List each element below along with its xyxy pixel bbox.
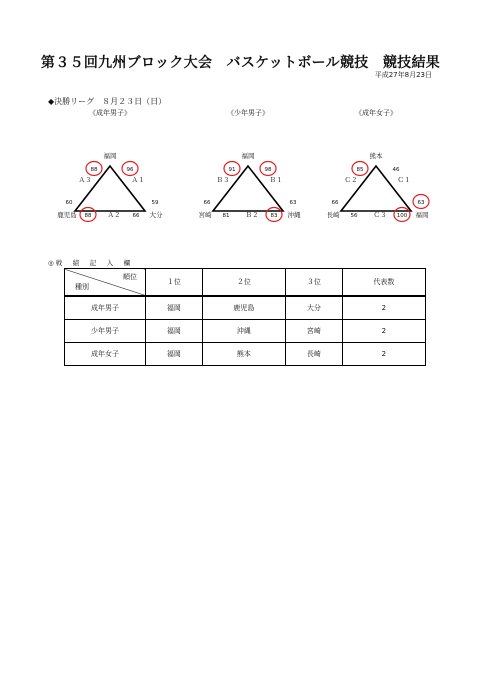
top-right-score: 46 — [392, 167, 400, 173]
second-place-cell: 沖縄 — [202, 320, 285, 343]
second-place-cell: 熊本 — [202, 343, 285, 366]
left-top-score: 66 — [203, 200, 211, 206]
bracket-diagram — [178, 108, 318, 228]
third-place-cell: 宮崎 — [285, 320, 342, 343]
left-bottom-score: 88 — [84, 213, 92, 219]
right-bottom-score: 100 — [396, 213, 408, 219]
diagonal-header-cell — [65, 269, 146, 297]
left-team: 宮崎 — [198, 211, 212, 219]
rank-header: 順位 — [123, 273, 137, 281]
left-bottom-score: 56 — [350, 213, 358, 219]
quota-cell: 2 — [342, 343, 425, 366]
right-top-score: 63 — [289, 200, 297, 206]
top-team: 熊本 — [369, 152, 383, 160]
first-place-cell: 福岡 — [146, 296, 203, 320]
bracket-panel — [306, 108, 446, 228]
col-header-first: １位 — [146, 269, 203, 297]
third-place-cell: 大分 — [285, 296, 342, 320]
document-date: 平成27年8月23日 — [374, 71, 432, 79]
bracket-triangle — [213, 166, 283, 211]
left-team: 長崎 — [326, 211, 340, 219]
top-team: 福岡 — [241, 152, 255, 160]
second-place-cell: 鹿児島 — [202, 296, 285, 320]
right-edge-label: Ａ１ — [131, 176, 145, 184]
left-edge-label: Ａ３ — [78, 176, 92, 184]
category-cell: 少年男子 — [65, 320, 146, 343]
left-edge-label: Ｃ２ — [344, 176, 358, 184]
left-top-score: 66 — [331, 200, 339, 206]
right-bottom-score: 83 — [270, 213, 278, 219]
first-place-cell: 福岡 — [146, 343, 203, 366]
results-table — [64, 268, 426, 366]
right-top-score: 59 — [151, 200, 159, 206]
right-top-score: 63 — [417, 200, 425, 206]
left-top-score: 60 — [65, 200, 73, 206]
results-header-row — [65, 269, 426, 297]
top-team: 福岡 — [103, 152, 117, 160]
left-bottom-score: 81 — [222, 213, 230, 219]
bracket-diagram — [306, 108, 446, 228]
category-cell: 成年男子 — [65, 296, 146, 320]
right-team: 福岡 — [415, 211, 429, 219]
table-row — [65, 296, 426, 320]
category-cell: 成年女子 — [65, 343, 146, 366]
bracket-triangle — [341, 166, 411, 211]
category-header: 種別 — [75, 283, 89, 291]
top-left-score: 91 — [228, 167, 236, 173]
col-header-third: ３位 — [285, 269, 342, 297]
table-row — [65, 320, 426, 343]
bracket-panel — [178, 108, 318, 228]
record-section-label: ◎戦 績 記 入 欄 — [48, 259, 133, 267]
top-right-score: 98 — [264, 167, 272, 173]
first-place-cell: 福岡 — [146, 320, 203, 343]
third-place-cell: 長崎 — [285, 343, 342, 366]
bottom-edge-label: Ａ２ — [107, 211, 121, 219]
bracket-diagram — [40, 108, 180, 228]
left-edge-label: Ｂ３ — [216, 176, 230, 184]
right-edge-label: Ｂ１ — [269, 176, 283, 184]
right-team: 大分 — [149, 211, 163, 219]
right-team: 沖縄 — [287, 211, 301, 219]
document-title: 第３５回九州ブロック大会 バスケットボール競技 競技結果 — [40, 55, 441, 71]
top-left-score: 88 — [90, 167, 98, 173]
bracket-title: 《少年男子》 — [227, 109, 269, 117]
bracket-panel — [40, 108, 180, 228]
top-right-score: 96 — [126, 167, 134, 173]
col-header-second: ２位 — [202, 269, 285, 297]
bracket-title: 《成年男子》 — [89, 109, 131, 117]
col-header-quota: 代表数 — [342, 269, 425, 297]
bottom-edge-label: Ｃ３ — [373, 211, 387, 219]
left-team: 鹿児島 — [57, 211, 77, 219]
bracket-triangle — [75, 166, 145, 211]
quota-cell: 2 — [342, 320, 425, 343]
right-edge-label: Ｃ１ — [397, 176, 411, 184]
final-league-label: ◆決勝リーグ ８月２３日（日） — [48, 97, 167, 106]
bottom-edge-label: Ｂ２ — [245, 211, 259, 219]
right-bottom-score: 66 — [132, 213, 140, 219]
table-row — [65, 343, 426, 366]
quota-cell: 2 — [342, 296, 425, 320]
top-left-score: 85 — [356, 167, 364, 173]
bracket-title: 《成年女子》 — [355, 109, 397, 117]
